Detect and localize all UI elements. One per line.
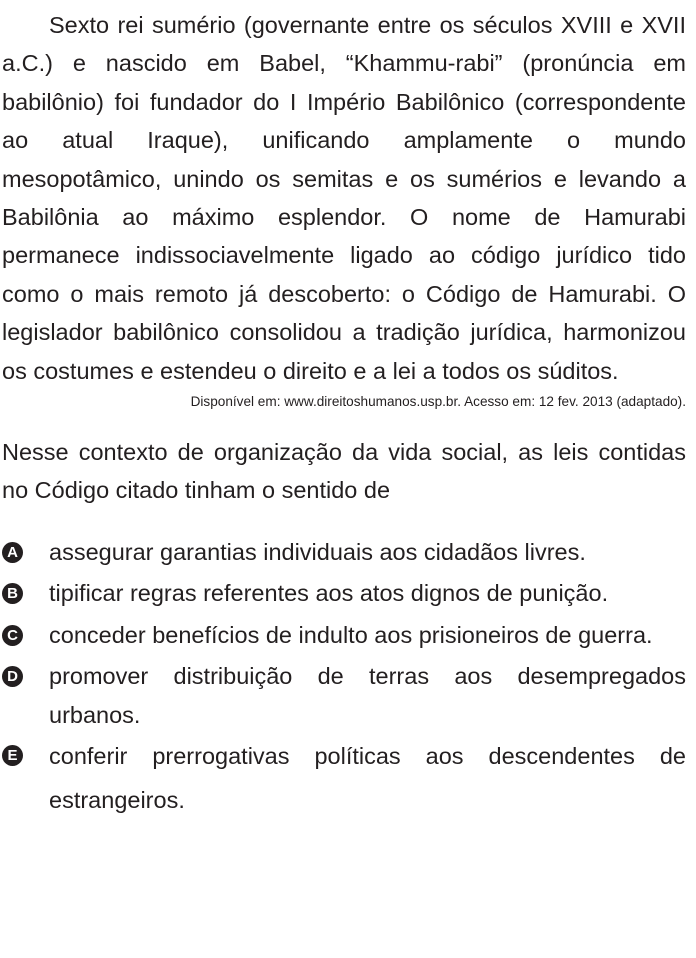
question-stem: Nesse contexto de organização da vida social, as leis contidas no Código citado tinham o sentido de: [2, 439, 686, 504]
option-b-letter-badge: B: [2, 583, 23, 604]
option-a-letter-badge: A: [2, 542, 23, 563]
passage-text: Sexto rei sumério (governante entre os séculos XVIII e XVII a.C.) e nascido em Babel, “Khammu-rabi” (pronúncia em babilônio) foi fundador do I Império Babilônico (correspondente ao atual Iraque), unificando amplamente o mundo mesopotâmico, unindo os semitas e os sumérios e levando a Babilônia ao máximo esplendor. O nome de Hamurabi permanece indissociavelmente ligado ao código jurídico tido como o mais remoto já descoberto: o Código de Hamurabi. O legislador babilônico consolidou a tradição jurídica, harmonizou os costumes e estendeu o direito e a lei a todos os súditos.: [2, 12, 686, 384]
option-b[interactable]: [2, 574, 686, 612]
option-c[interactable]: [2, 616, 686, 654]
option-b-text: tipificar regras referentes aos atos dignos de punição.: [49, 580, 609, 607]
option-e-letter-badge: E: [2, 745, 23, 766]
option-e-text: conferir prerrogativas políticas aos descendentes de estrangeiros.: [49, 742, 686, 813]
passage-source: Disponível em: www.direitoshumanos.usp.br. Acesso em: 12 fev. 2013 (adaptado).: [190, 394, 686, 410]
option-d-text: promover distribuição de terras aos desempregados urbanos.: [49, 663, 686, 728]
option-a[interactable]: [2, 533, 686, 571]
option-d-letter-badge: D: [2, 666, 23, 687]
answer-options: [2, 533, 686, 822]
option-c-letter-badge: C: [2, 625, 23, 646]
option-e[interactable]: [2, 734, 686, 822]
option-c-text: conceder benefícios de indulto aos prisioneiros de guerra.: [49, 621, 653, 648]
option-d[interactable]: [2, 657, 686, 734]
option-a-text: assegurar garantias individuais aos cidadãos livres.: [49, 538, 586, 565]
